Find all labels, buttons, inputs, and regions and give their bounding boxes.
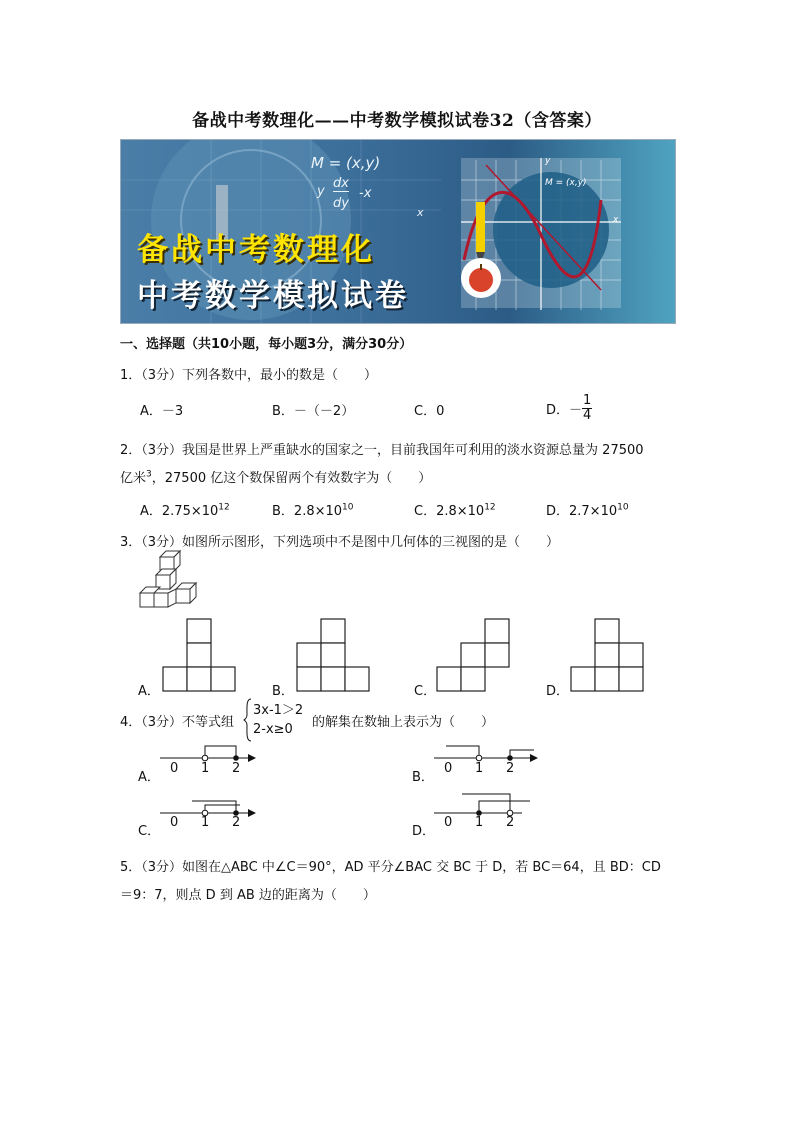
- q4-a-tick-2: 2: [232, 761, 241, 776]
- q2-stem-line1: 2．（3分）我国是世界上严重缺水的国家之一，目前我国年可利用的淡水资源总量为 27500: [120, 443, 644, 458]
- q3-option-d-figure: [570, 618, 646, 692]
- q3-option-b: B．: [272, 684, 294, 699]
- q3-option-a-figure: [162, 618, 238, 692]
- q2-a-exp: 12: [218, 502, 230, 513]
- q1-option-a: A．－3: [140, 404, 184, 419]
- q4-inequality-2: 2-x≥0: [253, 722, 293, 737]
- banner-small-axis-x: x: [613, 215, 619, 225]
- q2-stem-unit: 亿米: [120, 471, 147, 486]
- q4-brace: [243, 698, 253, 742]
- q2-c-exp: 12: [484, 502, 496, 513]
- q1-stem: 1．（3分）下列各数中，最小的数是（ ）: [120, 368, 378, 383]
- q4-a-tick-1: 1: [201, 761, 210, 776]
- banner-formula-minus-x: -x: [359, 186, 372, 201]
- q3-option-c-figure: [436, 618, 512, 692]
- q2-a-base: A．2.75×10: [140, 504, 219, 519]
- q5-stem-line2: ＝9：7，则点 D 到 AB 边的距离为（ ）: [120, 888, 376, 903]
- q4-a-tick-0: 0: [170, 761, 179, 776]
- q2-stem-line2: [120, 467, 431, 486]
- q1-option-c: C．0: [414, 404, 445, 419]
- q2-option-d: [546, 500, 629, 519]
- section-heading: 一、选择题（共10小题，每小题3分，满分30分）: [120, 337, 413, 352]
- q2-b-base: B．2.8×10: [272, 504, 343, 519]
- q2-option-c: [414, 500, 496, 519]
- q4-option-a: A．: [138, 770, 160, 785]
- q5-stem-line1: 5．（3分）如图在△ABC 中∠C＝90°，AD 平分∠BAC 交 BC 于 D，若 BC＝64，且 BD：CD: [120, 860, 661, 875]
- q1-option-d-fraction: [582, 394, 592, 423]
- q1-option-d-prefix: D．－: [546, 403, 583, 418]
- q4-b-tick-1: 1: [475, 761, 484, 776]
- banner-formula-y: y: [317, 184, 325, 199]
- q3-option-c: C．: [414, 684, 437, 699]
- q4-b-tick-0: 0: [444, 761, 453, 776]
- banner-title-line2: 中考数学模拟试卷: [137, 278, 409, 314]
- q2-stem-rest: ，27500 亿这个数保留两个有效数字为（ ）: [151, 471, 432, 486]
- q1-d-numerator: 1: [583, 393, 592, 408]
- q4-stem-prefix: 4．（3分）不等式组: [120, 715, 235, 730]
- q4-c-tick-2: 2: [232, 815, 241, 830]
- banner-axis-x: x: [417, 206, 424, 219]
- q4-inequality-1: 3x-1＞2: [253, 703, 304, 718]
- banner-small-axis-y: y: [545, 156, 551, 166]
- q4-option-c: C．: [138, 824, 161, 839]
- q2-stem-sup: 3: [146, 469, 152, 480]
- q4-d-tick-1: 1: [475, 815, 484, 830]
- banner-formula-dx: dx: [333, 176, 349, 191]
- q2-c-base: C．2.8×10: [414, 504, 485, 519]
- q4-c-tick-0: 0: [170, 815, 179, 830]
- banner-formula-dy: dy: [333, 196, 349, 211]
- q4-c-tick-1: 1: [201, 815, 210, 830]
- banner-title-line1: 备战中考数理化: [137, 232, 375, 268]
- q3-option-a: A．: [138, 684, 160, 699]
- q3-stem: 3．（3分）如图所示图形，下列选项中不是图中几何体的三视图的是（ ）: [120, 535, 560, 550]
- banner-image: [120, 139, 676, 324]
- q2-d-exp: 10: [617, 502, 629, 513]
- banner-formula-m: M = (x,y): [311, 154, 381, 172]
- q3-option-b-figure: [296, 618, 372, 692]
- q4-b-tick-2: 2: [506, 761, 515, 776]
- q1-option-b: B．－（－2）: [272, 404, 355, 419]
- q4-option-d: D．: [412, 824, 436, 839]
- q1-d-denominator: 4: [583, 408, 592, 423]
- q2-d-base: D．2.7×10: [546, 504, 618, 519]
- q4-option-b: B．: [412, 770, 434, 785]
- q4-stem-suffix: 的解集在数轴上表示为（ ）: [312, 715, 495, 730]
- q1-option-d: [546, 394, 592, 423]
- q2-b-exp: 10: [342, 502, 354, 513]
- q3-option-d: D．: [546, 684, 570, 699]
- banner-small-formula-m: M = (x,y): [545, 178, 587, 188]
- q2-option-a: [140, 500, 230, 519]
- page-title: 备战中考数理化——中考数学模拟试卷32（含答案）: [192, 111, 602, 131]
- q3-solid-figure: [136, 555, 206, 615]
- q4-d-tick-0: 0: [444, 815, 453, 830]
- q4-d-tick-2: 2: [506, 815, 515, 830]
- q2-option-b: [272, 500, 353, 519]
